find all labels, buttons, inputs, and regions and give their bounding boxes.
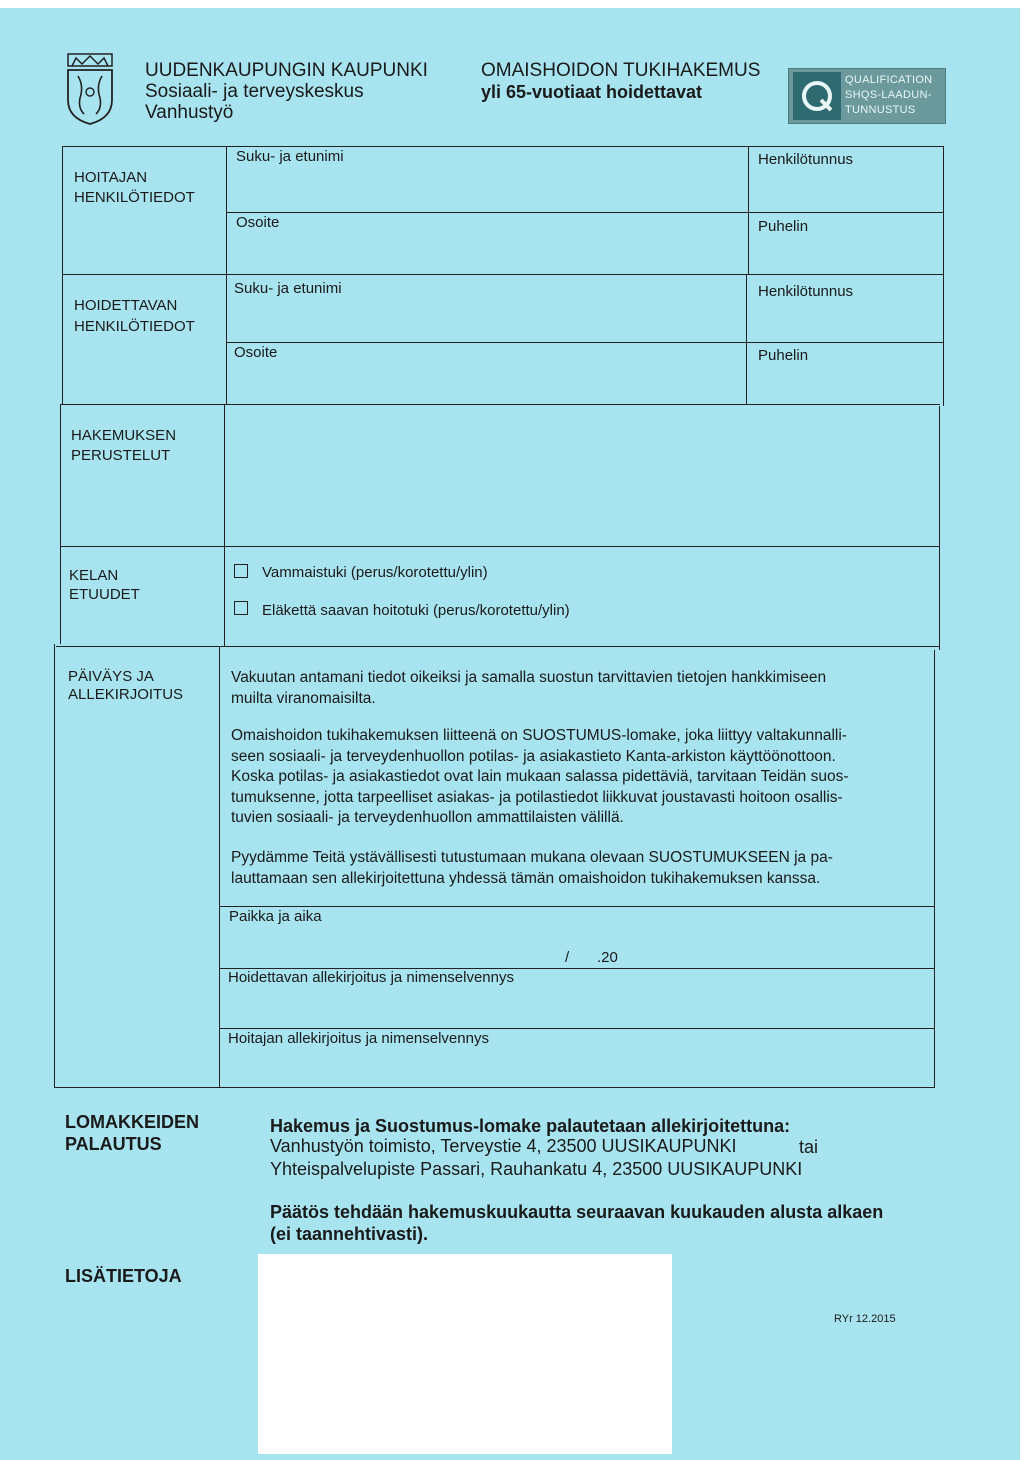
return-address-2: Yhteispalvelupiste Passari, Rauhankatu 4, 23500 UUSIKAUPUNKI	[270, 1159, 803, 1179]
recipient-section-title-2: HENKILÖTIEDOT	[74, 318, 195, 335]
disability-allowance-checkbox[interactable]	[234, 564, 248, 578]
justification-section-title: HAKEMUKSEN	[71, 427, 177, 444]
city-crest-icon	[64, 52, 116, 126]
table-rule	[62, 146, 944, 147]
table-rule	[62, 274, 944, 275]
unit-name: Vanhustyö	[145, 102, 234, 123]
consent-paragraph-3	[231, 848, 926, 889]
signature-section-title: PÄIVÄYS JA	[68, 668, 154, 685]
table-rule	[54, 1087, 935, 1088]
date-separator: /	[565, 949, 570, 966]
disability-allowance-label: Vammaistuki (perus/korotettu/ylin)	[262, 564, 488, 581]
text-line: tuvien sosiaali- ja terveydenhuollon ammattilaisten välillä.	[231, 809, 624, 826]
quality-q-icon	[793, 72, 841, 120]
decision-note-2: (ei taannehtivasti).	[270, 1224, 429, 1244]
caregiver-id-field[interactable]: Henkilötunnus	[758, 151, 854, 168]
text-line: Vakuutan antamani tiedot oikeiksi ja samalla suostun tarvittavien tietojen hankkimiseen	[231, 669, 827, 686]
table-border	[934, 650, 935, 1088]
return-or: tai	[799, 1137, 819, 1157]
date-year-prefix: .20	[597, 949, 618, 966]
text-line: Pyydämme Teitä ystävällisesti tutustumaan mukana olevaan SUOSTUMUKSEEN ja pa-	[231, 849, 833, 866]
table-rule	[748, 146, 749, 274]
kela-section-title-2: ETUUDET	[69, 586, 140, 603]
table-border	[54, 644, 55, 1088]
return-section-title: LOMAKKEIDEN	[65, 1112, 199, 1132]
justification-section-title-2: PERUSTELUT	[71, 447, 171, 464]
caregiver-section-title-2: HENKILÖTIEDOT	[74, 189, 195, 206]
table-border	[939, 406, 940, 650]
text-line: lauttamaan sen allekirjoitettuna yhdessä tämän omaishoidon tukihakemuksen kanssa.	[231, 869, 821, 887]
organization-name: UUDENKAUPUNGIN KAUPUNKI	[145, 60, 428, 81]
return-address-1: Vanhustyön toimisto, Terveystie 4, 23500 UUSIKAUPUNKI	[270, 1136, 737, 1156]
badge-line-3: TUNNUSTUS	[845, 104, 916, 116]
table-rule	[746, 274, 747, 404]
caregiver-section-title: HOITAJAN	[74, 169, 148, 186]
consent-paragraph-2	[231, 726, 926, 829]
text-line: seen sosiaali- ja terveydenhuollon potilas- ja asiakastieto Kanta-arkiston käyttöönottoon.	[231, 747, 836, 765]
text-line: muilta viranomaisilta.	[231, 689, 376, 707]
table-rule	[219, 646, 220, 1087]
table-border	[62, 146, 63, 404]
table-border	[943, 146, 944, 406]
kela-section-title: KELAN	[69, 567, 119, 584]
recipient-address-field[interactable]: Osoite	[234, 344, 278, 361]
info-section-title: LISÄTIETOJA	[65, 1266, 182, 1286]
recipient-phone-field[interactable]: Puhelin	[758, 347, 809, 364]
quality-certification-badge	[788, 68, 946, 124]
text-line: Omaishoidon tukihakemuksen liitteenä on SUOSTUMUS-lomake, joka liittyy valtakunnalli-	[231, 727, 847, 744]
signature-section-title-2: ALLEKIRJOITUS	[68, 686, 184, 703]
table-rule	[226, 212, 943, 213]
recipient-signature-field[interactable]: Hoidettavan allekirjoitus ja nimenselvennys	[228, 969, 514, 986]
consent-paragraph-1	[231, 668, 926, 709]
form-title: OMAISHOIDON TUKIHAKEMUS	[481, 60, 761, 81]
table-border	[60, 404, 61, 644]
caregiver-address-field[interactable]: Osoite	[236, 214, 280, 231]
caregiver-name-field[interactable]: Suku- ja etunimi	[236, 148, 344, 165]
decision-note: Päätös tehdään hakemuskuukautta seuraavan kuukauden alusta alkaen	[270, 1202, 884, 1222]
return-heading: Hakemus ja Suostumus-lomake palautetaan allekirjoitettuna:	[270, 1116, 791, 1136]
table-rule	[56, 646, 940, 647]
badge-line-2: SHQS-LAADUN-	[845, 89, 932, 101]
pensioner-care-allowance-label: Eläkettä saavan hoitotuki (perus/korotettu/ylin)	[262, 602, 570, 619]
table-rule	[224, 404, 225, 646]
table-rule	[226, 342, 943, 343]
table-rule	[219, 906, 934, 907]
department-name: Sosiaali- ja terveyskeskus	[145, 81, 364, 102]
text-line: tumuksenne, jotta tarpeelliset asiakas- ja potilastiedot liikkuvat joustavasti hoitoon osallis-	[231, 788, 843, 806]
recipient-name-field[interactable]: Suku- ja etunimi	[234, 280, 342, 297]
place-and-date-field[interactable]: Paikka ja aika	[229, 908, 322, 925]
table-rule	[226, 146, 227, 404]
table-rule	[60, 404, 940, 405]
recipient-section-title: HOIDETTAVAN	[74, 297, 178, 314]
form-code: RYr 12.2015	[834, 1313, 896, 1325]
info-redacted-box	[258, 1254, 672, 1454]
pensioner-care-allowance-checkbox[interactable]	[234, 601, 248, 615]
caregiver-phone-field[interactable]: Puhelin	[758, 218, 809, 235]
caregiver-signature-field[interactable]: Hoitajan allekirjoitus ja nimenselvennys	[228, 1030, 489, 1047]
recipient-id-field[interactable]: Henkilötunnus	[758, 283, 854, 300]
table-rule	[60, 546, 940, 547]
badge-line-1: QUALIFICATION	[845, 74, 933, 86]
text-line: Koska potilas- ja asiakastiedot ovat lain mukaan salassa pidettäviä, tarvitaan Teidän suos-	[231, 768, 849, 785]
justification-textarea[interactable]	[228, 408, 936, 542]
form-subtitle: yli 65-vuotiaat hoidettavat	[481, 82, 703, 102]
return-section-title-2: PALAUTUS	[65, 1134, 162, 1154]
